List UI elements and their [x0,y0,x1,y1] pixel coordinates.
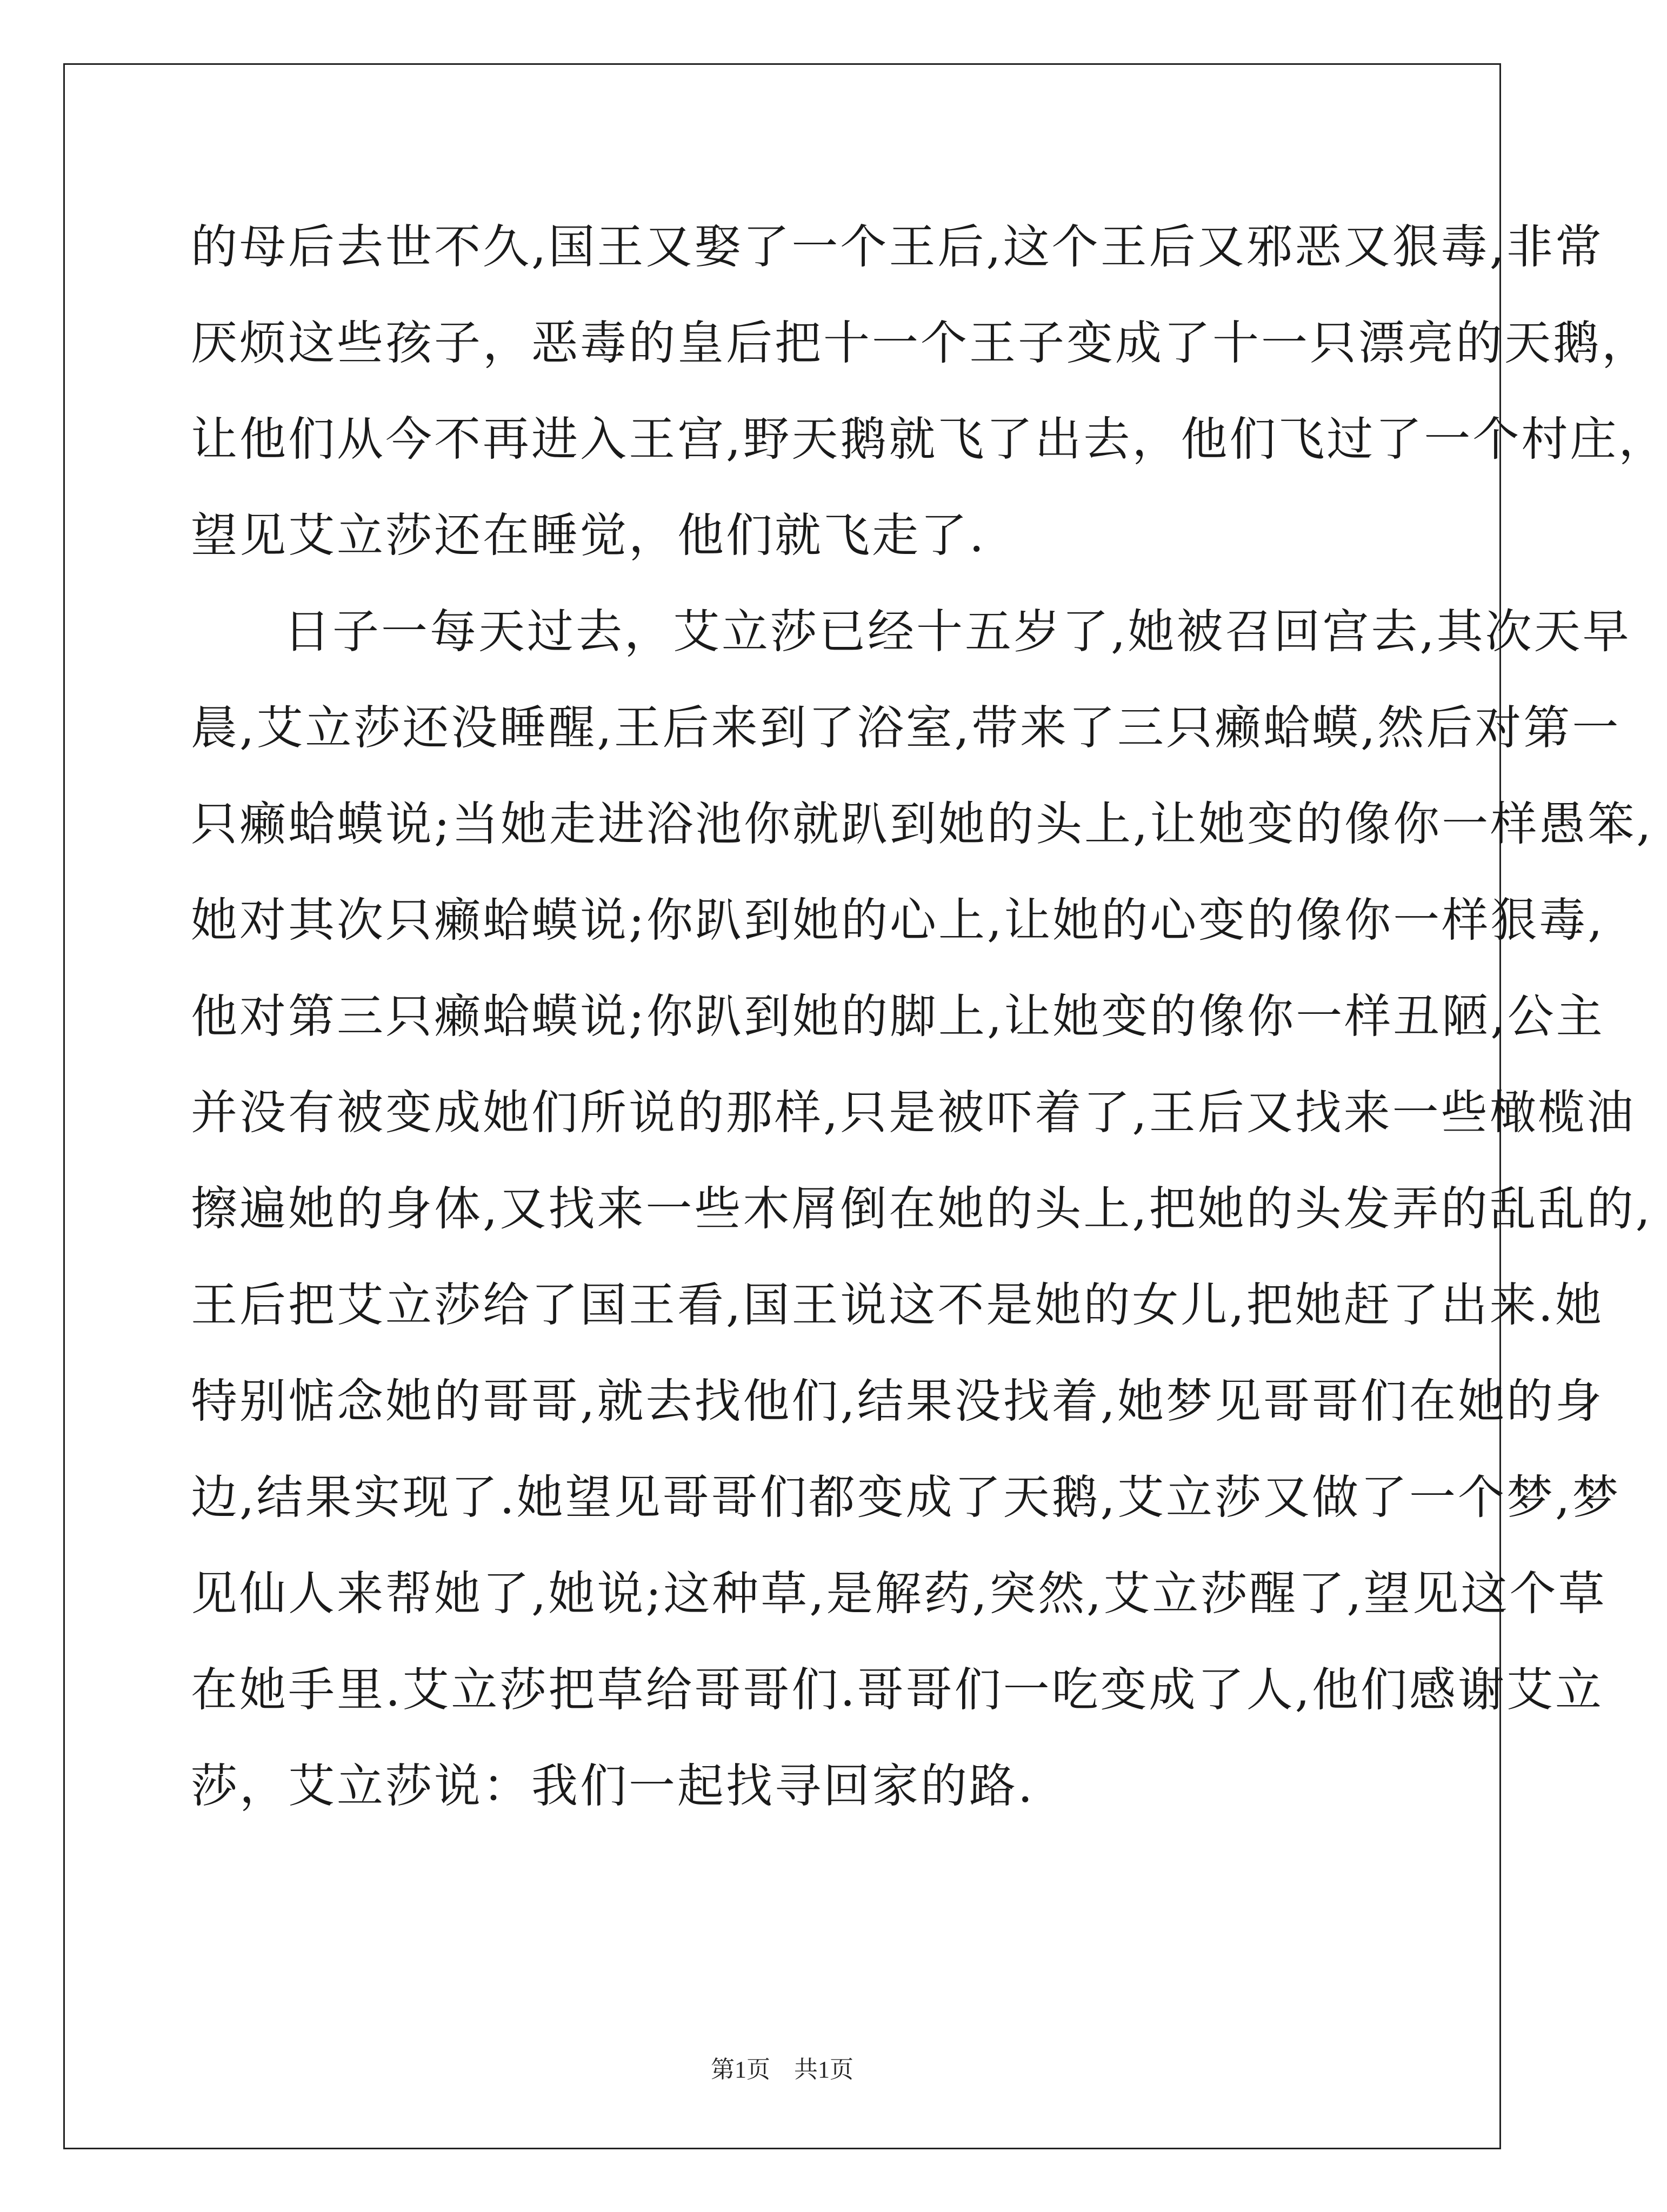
text-line: 在她手里.艾立莎把草给哥哥们.哥哥们一吃变成了人,他们感谢艾立 [191,1663,1604,1717]
text-line: 特别惦念她的哥哥,就去找他们,结果没找着,她梦见哥哥们在她的身 [191,1374,1604,1428]
text-line: 见仙人来帮她了,她说;这种草,是解药,突然,艾立莎醒了,望见这个草 [191,1567,1607,1621]
document-body [191,199,1667,1834]
text-line: 的母后去世不久,国王又娶了一个王后,这个王后又邪恶又狠毒,非常 [191,220,1604,274]
text-line: 她对其次只癞蛤蟆说;你趴到她的心上,让她的心变的像你一样狠毒, [191,893,1605,947]
text-line: 只癞蛤蟆说;当她走进浴池你就趴到她的头上,让她变的像你一样愚笨, [191,797,1653,851]
page-number-footer: 第1页 共1页 [711,2056,853,2083]
text-line: 望见艾立莎还在睡觉，他们就飞走了. [191,509,986,563]
text-line: 他对第三只癞蛤蟆说;你趴到她的脚上,让她变的像你一样丑陋,公主 [191,990,1605,1044]
paragraph-first-line: 日子一每天过去，艾立莎已经十五岁了,她被召回宫去,其次天早 [284,605,1631,659]
text-line: 晨,艾立莎还没睡醒,王后来到了浴室,带来了三只癞蛤蟆,然后对第一 [191,701,1621,755]
text-line: 厌烦这些孩子，恶毒的皇后把十一个王子变成了十一只漂亮的天鹅， [191,316,1650,370]
text-line: 边,结果实现了.她望见哥哥们都变成了天鹅,艾立莎又做了一个梦,梦 [191,1471,1621,1525]
text-line: 让他们从今不再进入王宫,野天鹅就飞了出去，他们飞过了一个村庄， [191,412,1667,466]
text-line: 王后把艾立莎给了国王看,国王说这不是她的女儿,把她赶了出来.她 [191,1278,1604,1332]
text-line: 并没有被变成她们所说的那样,只是被吓着了,王后又找来一些橄榄油 [191,1086,1636,1140]
text-line: 擦遍她的身体,又找来一些木屑倒在她的头上,把她的头发弄的乱乱的, [191,1182,1653,1236]
text-line: 莎，艾立莎说：我们一起找寻回家的路. [191,1759,1035,1813]
